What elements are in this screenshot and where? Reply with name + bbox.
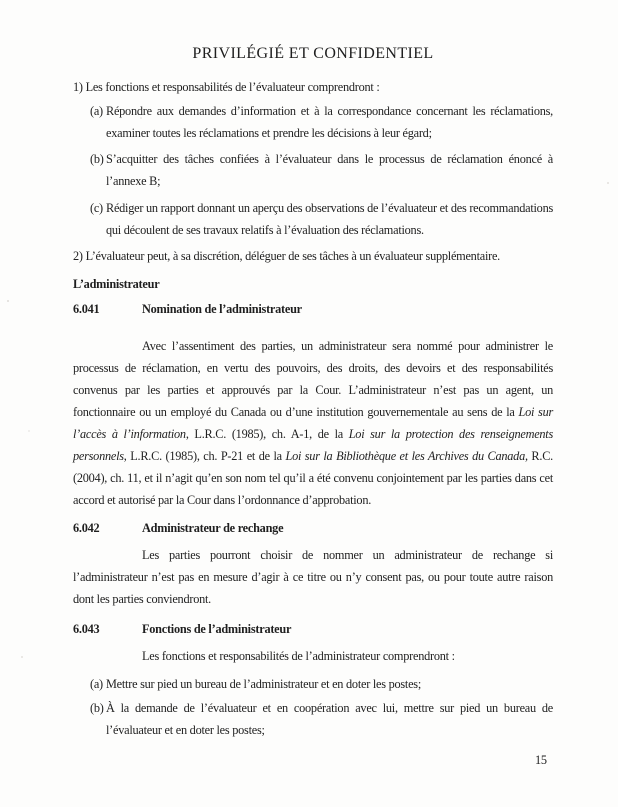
- list-item-6043-b: [73, 697, 553, 741]
- section-intro-6043: Les fonctions et responsabilités de l’administrateur comprendront :: [142, 649, 455, 663]
- list-item-6043-b-text: À la demande de l’évaluateur et en coopération avec lui, mettre sur pied un bureau de l’évaluateur et en doter les postes;: [106, 701, 553, 737]
- page-number: 15: [535, 753, 547, 767]
- list-item-a: [73, 100, 553, 144]
- paragraph-1: 1) Les fonctions et responsabilités de l’évaluateur comprendront :: [73, 80, 380, 94]
- law-title-access-information: Loi sur l’accès à l’information: [73, 405, 553, 441]
- section-title-6041: Nomination de l’administrateur: [142, 302, 302, 316]
- law-title-privacy: Loi sur la protection des renseignements personnels: [73, 427, 554, 463]
- body-text-segment: Avec l’assentiment des parties, un administrateur sera nommé pour administrer le processus de réclamation, en vertu des pouvoirs, des droits, des devoirs et des responsabilités convenus par les parties et approuvés par la Cour. L’administrateur n’est pas un agent, un fonctionnaire ou un employé du Canada ou d’une institution gouvernementale au sens de la: [73, 339, 553, 419]
- page-title: PRIVILÉGIÉ ET CONFIDENTIEL: [192, 45, 434, 62]
- list-marker-b: (b): [90, 152, 104, 166]
- list-item-b: [73, 148, 553, 192]
- section-number-6043: 6.043: [73, 622, 100, 636]
- law-title-library-archives: Loi sur la Bibliothèque et les Archives du Canada,: [285, 449, 528, 463]
- section-title-6043: Fonctions de l’administrateur: [142, 622, 292, 636]
- list-marker-6043-a: (a): [90, 677, 103, 691]
- list-marker-6043-b: (b): [90, 701, 104, 715]
- list-item-b-text: S’acquitter des tâches confiées à l’évaluateur dans le processus de réclamation énoncé à l’annexe B;: [106, 152, 553, 188]
- section-heading-6042: [73, 517, 553, 539]
- section-number-6042: 6.042: [73, 521, 100, 535]
- list-item-a-text: Répondre aux demandes d’information et à la correspondance concernant les réclamations, examiner toutes les réclamations et prendre les décisions à leur égard;: [106, 104, 553, 140]
- section-body-6042: Les parties pourront choisir de nommer un administrateur de rechange si l’administrateur n’est pas en mesure d’agir à ce titre ou n’y consent pas, ou pour toute autre raison dont les parties conviendront.: [73, 548, 553, 606]
- scan-speck-artifacts: [0, 0, 2, 2]
- body-text-segment: R.C. (2004), ch. 11, et il n’agit qu’en son nom tel qu’il a été convenu conjointement par les parties dans cet accord et autorisé par la Cour dans l’ordonnance d’approbation.: [73, 449, 553, 507]
- paragraph-2: 2) L’évaluateur peut, à sa discrétion, déléguer de ses tâches à un évaluateur supplémentaire.: [73, 249, 500, 263]
- document-content: [73, 0, 553, 741]
- body-text-segment: , L.R.C. (1985), ch. A-1, de la: [185, 427, 349, 441]
- list-item-c-text: Rédiger un rapport donnant un aperçu des observations de l’évaluateur et des recommandations qui découlent de ses travaux relatifs à l’évaluation des réclamations.: [106, 201, 553, 237]
- list-item-6043-a-text: Mettre sur pied un bureau de l’administrateur et en doter les postes;: [106, 677, 422, 691]
- section-body-6041: [73, 335, 553, 511]
- list-item-6043-a: [73, 673, 553, 695]
- section-number-6041: 6.041: [73, 302, 100, 316]
- section-heading-6041: [73, 298, 553, 320]
- list-item-c: [73, 197, 553, 241]
- list-marker-c: (c): [90, 201, 103, 215]
- list-marker-a: (a): [90, 104, 103, 118]
- administrator-heading: L’administrateur: [73, 277, 160, 291]
- body-text-segment: , L.R.C. (1985), ch. P-21 et de la: [123, 449, 286, 463]
- section-title-6042: Administrateur de rechange: [142, 521, 284, 535]
- section-heading-6043: [73, 618, 553, 640]
